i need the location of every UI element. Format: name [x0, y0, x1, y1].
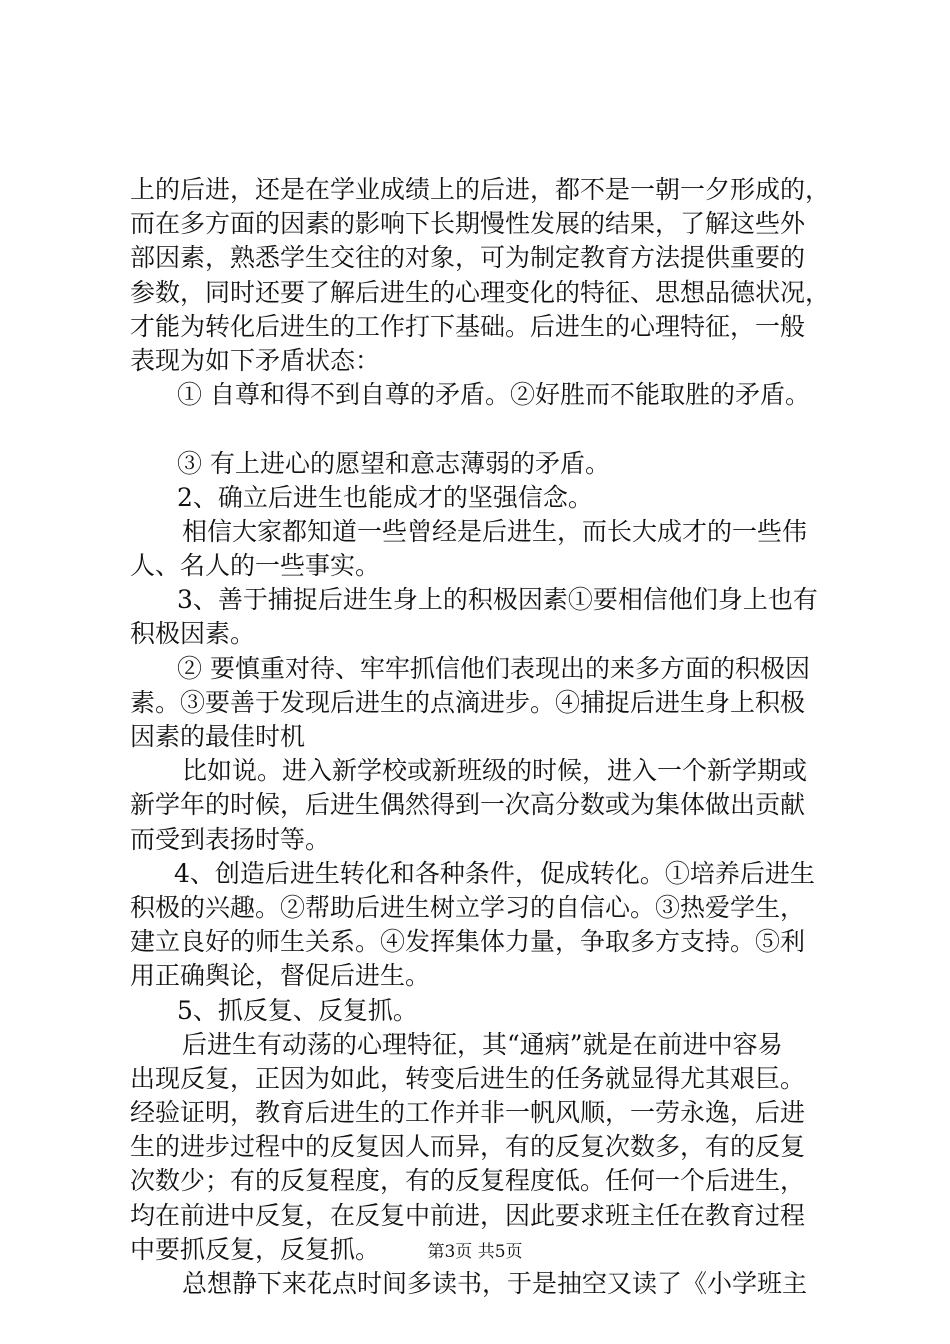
- page-number-footer: 第3页 共5页: [427, 1242, 523, 1262]
- text-line: 经验证明，教育后进生的工作并非一帆风顺，一劳永逸，后进: [130, 1098, 806, 1128]
- text-line: ③ 有上进心的愿望和意志薄弱的矛盾。: [177, 448, 610, 478]
- text-line: 参数，同时还要了解后进生的心理变化的特征、思想品德状况，: [130, 277, 831, 307]
- text-line: 积极的兴趣。②帮助后进生树立学习的自信心。③热爱学生，: [130, 892, 806, 922]
- text-line: 均在前进中反复，在反复中前进，因此要求班主任在教育过程: [130, 1200, 806, 1230]
- text-line: 建立良好的师生关系。④发挥集体力量，争取多方支持。⑤利: [130, 927, 806, 957]
- text-line: 而受到表扬时等。: [130, 824, 331, 854]
- text-line: 2、确立后进生也能成才的坚强信念。: [177, 482, 593, 512]
- text-line: 人、名人的一些事实。: [130, 551, 381, 581]
- text-line: 次数少；有的反复程度，有的反复程度低。任何一个后进生，: [130, 1166, 806, 1196]
- text-line: 表现为如下矛盾状态：: [130, 345, 381, 375]
- text-line: 积极因素。: [130, 619, 256, 649]
- text-line: 相信大家都知道一些曾经是后进生，而长大成才的一些伟: [182, 516, 808, 546]
- text-line: 中要抓反复，反复抓。: [130, 1234, 381, 1264]
- text-line: 4、创造后进生转化和各种条件，促成转化。①培养后进生: [174, 858, 815, 888]
- text-line: 总想静下来花点时间多读书，于是抽空又读了《小学班主: [182, 1269, 808, 1298]
- text-line: 上的后进，还是在学业成绩上的后进，都不是一朝一夕形成的，: [130, 175, 831, 204]
- text-line: ② 要慎重对待、牢牢抓信他们表现出的来多方面的积极因: [177, 653, 810, 683]
- text-line: 3、善于捕捉后进生身上的积极因素①要相信他们身上也有: [177, 585, 818, 615]
- text-line: 用正确舆论，督促后进生。: [130, 961, 431, 991]
- text-line: 比如说。进入新学校或新班级的时候，进入一个新学期或: [182, 756, 808, 786]
- text-line: ① 自尊和得不到自尊的矛盾。②好胜而不能取胜的矛盾。: [177, 380, 810, 410]
- text-line: 5、抓反复、反复抓。: [177, 995, 418, 1025]
- text-line: 才能为转化后进生的工作打下基础。后进生的心理特征，一般: [130, 311, 806, 341]
- text-line: 因素的最佳时机: [130, 722, 306, 751]
- text-line: 素。③要善于发现后进生的点滴进步。④捕捉后进生身上积极: [130, 687, 806, 717]
- text-line: 新学年的时候，后进生偶然得到一次高分数或为集体做出贡献: [130, 790, 806, 820]
- text-line: 生的进步过程中的反复因人而异，有的反复次数多，有的反复: [130, 1132, 806, 1162]
- text-line: 出现反复，正因为如此，转变后进生的任务就显得尤其艰巨。: [130, 1063, 806, 1093]
- text-line: 而在多方面的因素的影响下长期慢性发展的结果，了解这些外: [130, 209, 806, 239]
- text-line: 部因素，熟悉学生交往的对象，可为制定教育方法提供重要的: [130, 243, 806, 273]
- body-text: [130, 173, 830, 1301]
- blank-line: [130, 412, 830, 446]
- text-line: 后进生有动荡的心理特征，其“通病”就是在前进中容易: [182, 1029, 783, 1059]
